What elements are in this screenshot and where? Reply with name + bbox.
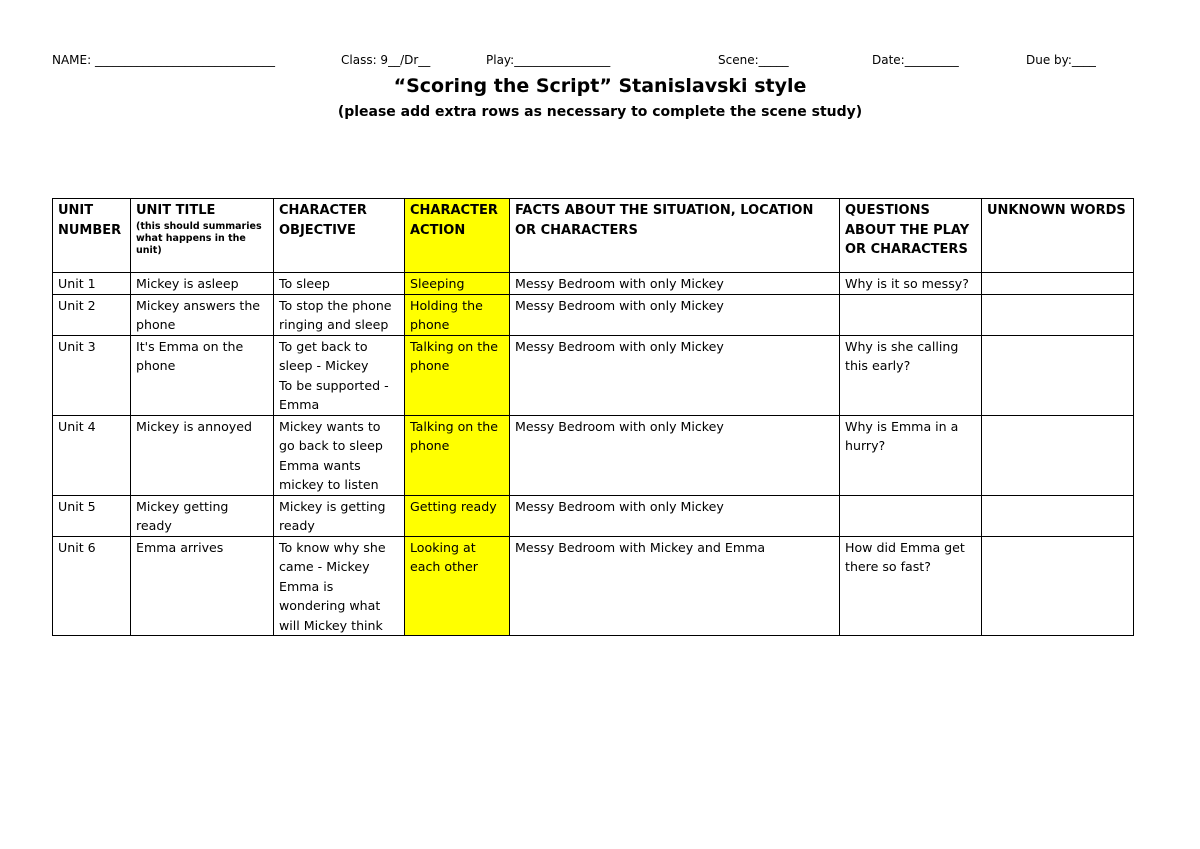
action-cell <box>405 335 510 415</box>
unknown-words-cell <box>982 415 1134 495</box>
table-header-row <box>53 199 1134 273</box>
objective-cell-line: To stop the phone ringing and sleep <box>279 297 392 332</box>
unit-title-cell <box>131 294 274 335</box>
question-cell <box>840 335 982 415</box>
objective-cell-line: To sleep <box>279 276 330 291</box>
col-header-unit-number: UNIT NUMBER <box>53 199 131 273</box>
question-cell <box>840 536 982 636</box>
unit-number-cell-line: Unit 1 <box>58 276 96 291</box>
question-cell <box>840 415 982 495</box>
unit-number-cell-line: Unit 4 <box>58 418 96 434</box>
date-field[interactable]: Date:_________ <box>872 53 959 67</box>
table-row <box>53 294 1134 335</box>
unit-title-cell <box>131 536 274 636</box>
facts-cell <box>510 495 840 536</box>
objective-cell-line: Mickey wants to go back to sleep <box>279 418 383 453</box>
action-cell-line: Sleeping <box>410 276 465 291</box>
unit-title-cell-line: Emma arrives <box>136 539 224 555</box>
unit-number-cell-line: Unit 2 <box>58 297 96 313</box>
col-header-questions: QUESTIONS ABOUT THE PLAY OR CHARACTERS <box>840 199 982 273</box>
unit-number-cell <box>53 415 131 495</box>
unknown-words-cell <box>982 495 1134 536</box>
name-field[interactable]: NAME: ______________________________ <box>52 53 275 67</box>
action-cell-line: Talking on the phone <box>410 418 498 453</box>
objective-cell-line: Emma wants mickey to listen <box>279 457 379 492</box>
unit-number-cell <box>53 294 131 335</box>
unit-title-cell-line: Mickey getting ready <box>136 498 229 533</box>
col-header-character-objective: CHARACTER OBJECTIVE <box>274 199 405 273</box>
unit-number-cell <box>53 335 131 415</box>
due-by-field[interactable]: Due by:____ <box>1026 53 1096 67</box>
unit-title-cell <box>131 335 274 415</box>
facts-cell <box>510 294 840 335</box>
objective-cell-line: Emma is wondering what will Mickey think <box>279 578 383 633</box>
action-cell-line: Looking at each other <box>410 539 478 574</box>
unit-number-cell <box>53 273 131 295</box>
page-title: “Scoring the Script” Stanislavski style <box>393 75 807 97</box>
unit-title-label: UNIT TITLE <box>136 203 216 218</box>
unit-number-cell <box>53 536 131 636</box>
unit-title-note: (this should summaries what happens in the unit) <box>136 220 262 256</box>
facts-cell-line: Messy Bedroom with only Mickey <box>515 276 724 291</box>
facts-cell-line: Messy Bedroom with only Mickey <box>515 418 724 434</box>
action-cell <box>405 294 510 335</box>
action-cell <box>405 273 510 295</box>
col-header-unit-title <box>131 199 274 273</box>
unknown-words-cell <box>982 335 1134 415</box>
page-subtitle: (please add extra rows as necessary to complete the scene study) <box>337 104 863 120</box>
col-header-facts: FACTS ABOUT THE SITUATION, LOCATION OR CHARACTERS <box>510 199 840 273</box>
table-row <box>53 335 1134 415</box>
action-cell <box>405 415 510 495</box>
unit-title-cell-line: Mickey answers the phone <box>136 297 261 332</box>
objective-cell-line: Mickey is getting ready <box>279 498 386 533</box>
facts-cell-line: Messy Bedroom with only Mickey <box>515 498 724 514</box>
facts-cell <box>510 335 840 415</box>
worksheet-header <box>52 53 1142 71</box>
objective-cell <box>274 294 405 335</box>
table-row <box>53 415 1134 495</box>
question-cell-line: How did Emma get there so fast? <box>845 539 965 574</box>
facts-cell-line: Messy Bedroom with Mickey and Emma <box>515 539 766 555</box>
objective-cell-line: To be supported - Emma <box>279 377 389 412</box>
facts-cell-line: Messy Bedroom with only Mickey <box>515 338 724 354</box>
class-field[interactable]: Class: 9__/Dr__ <box>341 53 431 67</box>
unit-number-cell-line: Unit 3 <box>58 338 96 354</box>
unit-title-cell <box>131 273 274 295</box>
col-header-character-action: CHARACTER ACTION <box>405 199 510 273</box>
unknown-words-cell <box>982 536 1134 636</box>
question-cell-line: Why is it so messy? <box>845 276 969 291</box>
unit-number-cell-line: Unit 5 <box>58 498 96 514</box>
objective-cell <box>274 536 405 636</box>
question-cell <box>840 294 982 335</box>
scene-study-table <box>52 198 1134 636</box>
action-cell <box>405 536 510 636</box>
question-cell-line: Why is Emma in a hurry? <box>845 418 959 453</box>
facts-cell <box>510 415 840 495</box>
facts-cell <box>510 273 840 295</box>
objective-cell-line: To know why she came - Mickey <box>279 539 386 574</box>
action-cell-line: Talking on the phone <box>410 338 498 373</box>
unit-title-cell-line: It's Emma on the phone <box>136 338 244 373</box>
action-cell-line: Holding the phone <box>410 297 483 332</box>
action-cell <box>405 495 510 536</box>
unknown-words-cell <box>982 294 1134 335</box>
unit-number-cell <box>53 495 131 536</box>
table-row <box>53 495 1134 536</box>
objective-cell <box>274 415 405 495</box>
play-field[interactable]: Play:________________ <box>486 53 611 67</box>
question-cell <box>840 273 982 295</box>
facts-cell-line: Messy Bedroom with only Mickey <box>515 297 724 313</box>
question-cell <box>840 495 982 536</box>
col-header-unknown-words: UNKNOWN WORDS <box>982 199 1134 273</box>
question-cell-line: Why is she calling this early? <box>845 338 959 373</box>
objective-cell <box>274 335 405 415</box>
unit-title-cell-line: Mickey is annoyed <box>136 418 252 434</box>
objective-cell <box>274 273 405 295</box>
unit-title-cell <box>131 415 274 495</box>
objective-cell-line: To get back to sleep - Mickey <box>279 338 369 373</box>
scene-field[interactable]: Scene:_____ <box>718 53 789 67</box>
facts-cell <box>510 536 840 636</box>
unknown-words-cell <box>982 273 1134 295</box>
table-row <box>53 273 1134 295</box>
unit-title-cell-line: Mickey is asleep <box>136 276 239 291</box>
table-row <box>53 536 1134 636</box>
objective-cell <box>274 495 405 536</box>
action-cell-line: Getting ready <box>410 498 497 514</box>
unit-title-cell <box>131 495 274 536</box>
unit-number-cell-line: Unit 6 <box>58 539 96 555</box>
